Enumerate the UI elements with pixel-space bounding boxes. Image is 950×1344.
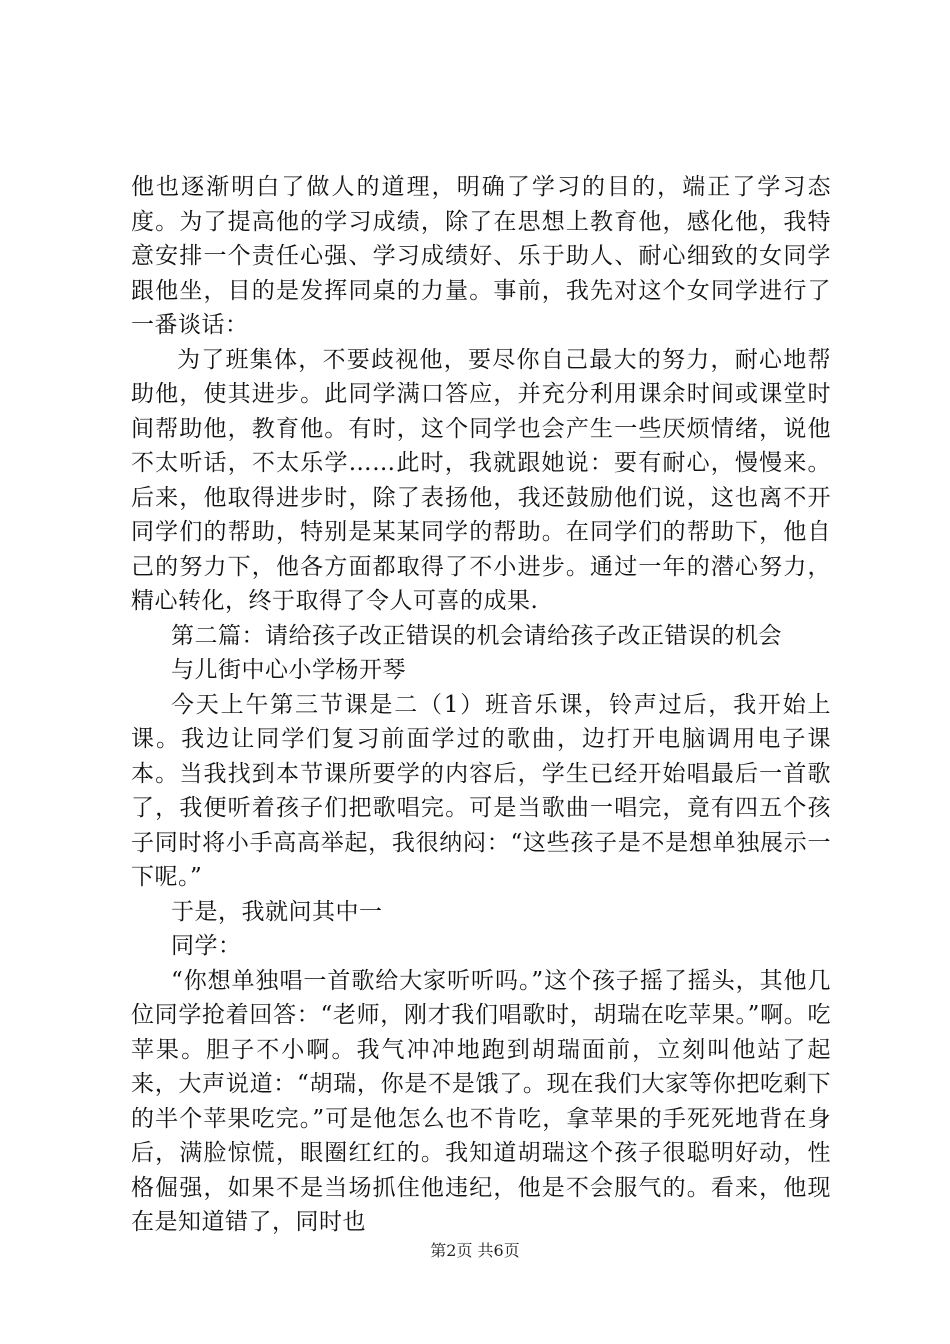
section-heading: 第二篇：请给孩子改正错误的机会请给孩子改正错误的机会 bbox=[171, 622, 782, 649]
paragraph-1: 他也逐渐明白了做人的道理，明确了学习的目的，端正了学习态度。为了提高他的学习成绩，除了在思想上教育他，感化他，我特意安排一个责任心强、学习成绩好、乐于助人、耐心细致的女同学跟他坐，目的是发挥同桌的力量。事前，我先对这个女同学进行了一番谈话： bbox=[131, 174, 831, 338]
author-line: 与儿街中心小学杨开琴 bbox=[171, 657, 406, 683]
paragraph-4: 于是，我就问其中一 bbox=[171, 898, 383, 925]
paragraph-2: 为了班集体，不要歧视他，要尽你自己最大的努力，耐心地帮助他，使其进步。此同学满口答应，并充分利用课余时间或课堂时间帮助他，教育他。有时，这个同学也会产生一些厌烦情绪，说他不太听话，不太乐学……此时，我就跟她说：要有耐心，慢慢来。后来，他取得进步时，除了表扬他，我还鼓励他们说，这也离不开同学们的帮助，特别是某某同学的帮助。在同学们的帮助下，他自己的努力下，他各方面都取得了不小进步。通过一年的潜心努力，精心转化，终于取得了令人可喜的成果. bbox=[131, 346, 831, 614]
paragraph-5: 同学： bbox=[171, 933, 242, 959]
paragraph-3: 今天上午第三节课是二（1）班音乐课，铃声过后，我开始上课。我边让同学们复习前面学过的歌曲，边打开电脑调用电子课本。当我找到本节课所要学的内容后，学生已经开始唱最后一首歌了，我便听着孩子们把歌唱完。可是当歌曲一唱完，竟有四五个孩子同时将小手高高举起，我很纳闷：“这些孩子是不是想单独展示一下呢。” bbox=[131, 691, 831, 890]
paragraph-6: “你想单独唱一首歌给大家听听吗。”这个孩子摇了摇头，其他几位同学抢着回答：“老师，刚才我们唱歌时，胡瑞在吃苹果。”啊。吃苹果。胆子不小啊。我气冲冲地跑到胡瑞面前，立刻叫他站了起来，大声说道：“胡瑞，你是不是饿了。现在我们大家等你把吃剩下的半个苹果吃完。”可是他怎么也不肯吃，拿苹果的手死死地背在身后，满脸惊慌，眼圈红红的。我知道胡瑞这个孩子很聪明好动，性格倔强，如果不是当场抓住他违纪，他是不会服气的。看来，他现在是知道错了，同时也 bbox=[131, 967, 831, 1235]
document-body bbox=[131, 170, 831, 1240]
page-footer: 第2页 共6页 bbox=[430, 1241, 520, 1260]
